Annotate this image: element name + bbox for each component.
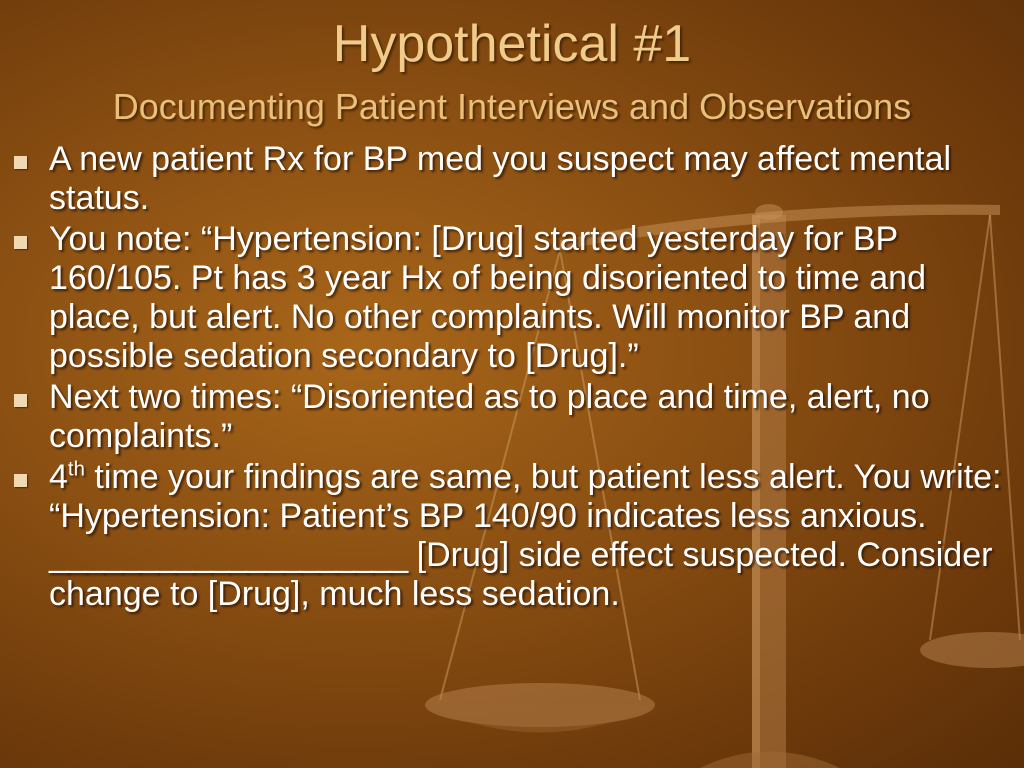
bullet-text: You note: “Hypertension: [Drug] started yesterday for BP 160/105. Pt has 3 year Hx of being disoriented to time and place, but alert. No other complaints. Will monitor BP and possible sedation secondary to [Drug].” (49, 220, 926, 375)
square-bullet-icon (14, 394, 27, 407)
bullet-item (0, 378, 1024, 456)
square-bullet-icon (14, 236, 27, 249)
bullet-text: time your findings are same, but patient less alert. You write: “Hypertension: Patient’s BP 140/90 indicates less anxious. (49, 458, 1002, 535)
square-bullet-icon (14, 474, 27, 487)
bullet-item (0, 140, 1024, 218)
bullet-text: Next two times: “Disoriented as to place and time, alert, no complaints.” (49, 378, 930, 455)
bullet-text: [Drug] side effect suspected. Consider change to [Drug], much less sedation. (49, 536, 993, 613)
slide-title: Hypothetical #1 (332, 15, 692, 73)
bullet-list (0, 140, 1024, 616)
ordinal-number: 4 (49, 458, 68, 496)
fill-in-blank: ____________________ (49, 536, 408, 574)
ordinal-suffix: th (67, 458, 85, 481)
bullet-text: A new patient Rx for BP med you suspect may affect mental status. (49, 140, 952, 217)
bullet-item (0, 220, 1024, 376)
slide-subtitle: Documenting Patient Interviews and Observations (112, 86, 912, 127)
square-bullet-icon (14, 156, 27, 169)
bullet-item (0, 458, 1024, 614)
